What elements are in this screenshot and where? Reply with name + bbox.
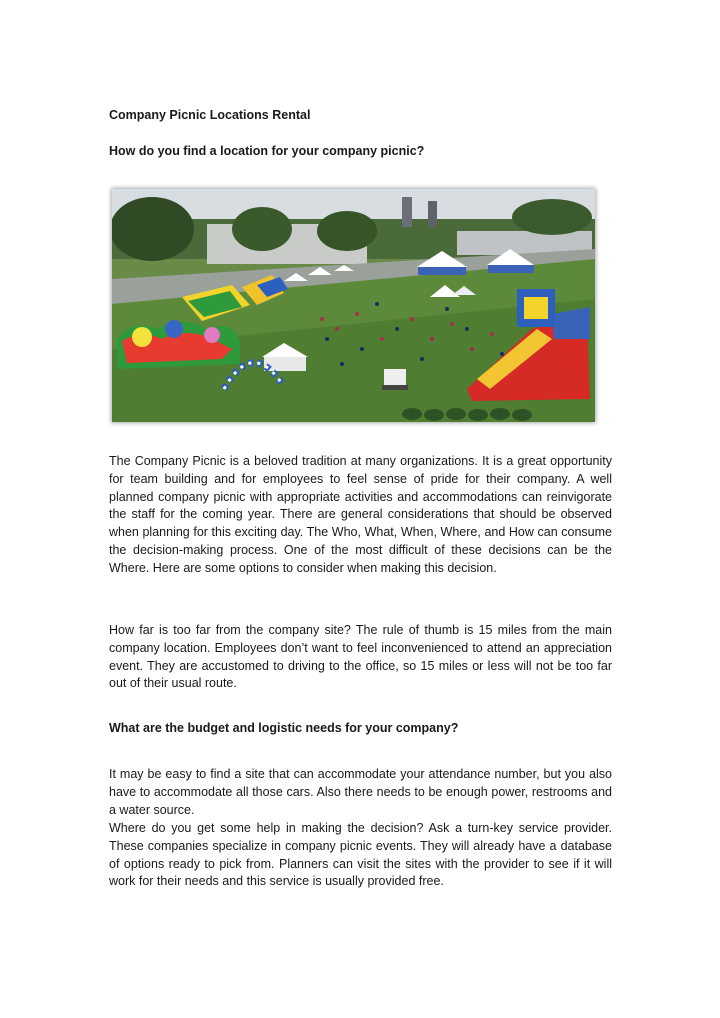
section-question-location: How do you find a location for your company picnic?: [109, 144, 425, 158]
picnic-photo: [112, 189, 595, 422]
paragraph-accommodation: It may be easy to find a site that can accommodate your attendance number, but you also have to accommodate all those cars. Also there needs to be enough power, restrooms and a water source.: [109, 767, 612, 817]
paragraph-service-provider: Where do you get some help in making the decision? Ask a turn-key service provider. These companies specialize in company picnic events. They will already have a database of options ready to pick from. Planners can visit the sites with the provider to see if it will work for their needs and this service is usually provided free.: [109, 821, 612, 889]
section-question-budget: What are the budget and logistic needs for your company?: [109, 721, 459, 735]
paragraph-distance: How far is too far from the company site? The rule of thumb is 15 miles from the main company location. Employees don’t want to feel inconvenienced to attend an appreciation event. They are accustomed to driving to the office, so 15 miles or less will not be too far out of their usual route.: [109, 623, 612, 691]
paragraph-intro: The Company Picnic is a beloved tradition at many organizations. It is a great opportunity for team building and for employees to feel sense of pride for their company. A well planned company picnic with appropriate activities and accommodations can reinvigorate the staff for the coming year. There are general considerations that should be observed when planning for this exciting day. The Who, What, When, Where, and How can consume the decision-making process. One of the most difficult of these decisions can be the Where. Here are some options to consider when making this decision.: [109, 454, 612, 575]
document-title: Company Picnic Locations Rental: [109, 108, 311, 122]
